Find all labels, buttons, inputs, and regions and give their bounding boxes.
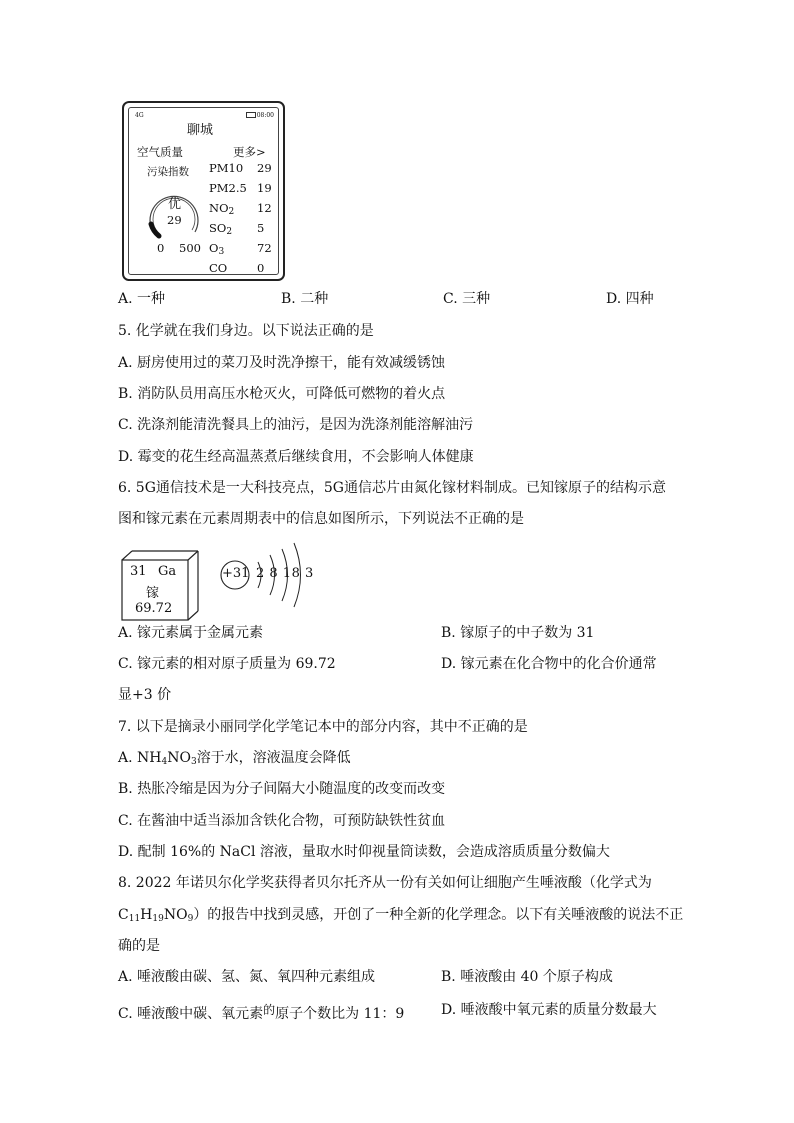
q6-stem-line2: 图和镓元素在元素周期表中的信息如图所示，下列说法不正确的是	[118, 511, 524, 527]
q8-stem-line2: $C_{11}H_{19}NO_9$）的报告中找到灵感，开创了一种全新的化学理念。以下有关唾液酸的说法不正	[118, 907, 684, 924]
atomic-number: 31	[130, 564, 147, 579]
q4-option-d: D. 四种	[606, 291, 654, 307]
phone-screen	[128, 107, 279, 275]
q8-option-a: A. 唾液酸由碳、氢、氮、氧四种元素组成	[118, 969, 376, 985]
sialic-acid-formula: $C_{11}H_{19}NO_9$	[118, 907, 194, 924]
q6-option-d-line2: 显+3 价	[118, 687, 172, 703]
q6-option-a: A. 镓元素属于金属元素	[118, 625, 264, 641]
pollutant-name: $SO_2$	[209, 221, 233, 237]
q5-stem: 5. 化学就在我们身边。以下说法正确的是	[118, 323, 374, 339]
q5-option-a: A. 厨房使用过的菜刀及时洗净擦干，能有效减缓锈蚀	[118, 355, 446, 371]
q8-stem-line3: 确的是	[118, 938, 160, 954]
q8-option-b: B. 唾液酸由 40 个原子构成	[441, 969, 613, 985]
battery-icon	[246, 112, 256, 118]
pollutant-name: PM10	[209, 161, 244, 175]
pollutant-name: CO	[209, 261, 228, 275]
q6-option-d-line1: D. 镓元素在化合物中的化合价通常	[441, 656, 657, 672]
signal-indicator: 4G	[135, 112, 144, 119]
q7-option-a: A. $NH_4NO_3$溶于水，溶液温度会降低	[118, 750, 351, 767]
nucleus-charge: +31	[222, 566, 250, 581]
q7-option-c: C. 在酱油中适当添加含铁化合物，可预防缺铁性贫血	[118, 813, 446, 829]
air-quality-phone-figure	[122, 101, 285, 281]
q7-stem: 7. 以下是摘录小丽同学化学笔记本中的部分内容，其中不正确的是	[118, 719, 528, 735]
q5-option-b: B. 消防队员用高压水枪灭火，可降低可燃物的着火点	[118, 386, 446, 402]
gallium-atom-structure	[218, 542, 318, 612]
pollutant-name: $O_3$	[209, 241, 225, 257]
q7-option-d: D. 配制 16%的 NaCl 溶液，量取水时仰视量筒读数，会造成溶质质量分数偏大	[118, 844, 610, 860]
more-link: 更多>	[233, 145, 266, 159]
pollutant-value: 72	[257, 241, 272, 255]
q6-option-c: C. 镓元素的相对原子质量为 69.72	[118, 656, 336, 672]
shell-electrons: 2 8 18 3	[256, 566, 314, 581]
gauge-fill	[151, 224, 159, 236]
air-quality-label: 空气质量	[137, 145, 183, 159]
q6-option-b: B. 镓原子的中子数为 31	[441, 625, 595, 641]
pollutant-value: 19	[257, 181, 272, 195]
element-name: 镓	[146, 586, 160, 601]
q8-stem-line1: 8. 2022 年诺贝尔化学奖获得者贝尔托齐从一份有关如何让细胞产生唾液酸（化学式为	[118, 875, 652, 891]
q7-option-b: B. 热胀冷缩是因为分子间隔大小随温度的改变而改变	[118, 781, 446, 797]
q5-option-d: D. 霉变的花生经高温蒸煮后继续食用，不会影响人体健康	[118, 449, 474, 465]
status-time: 08:00	[256, 112, 274, 119]
pollutant-value: 5	[257, 221, 265, 235]
gauge-min: 0	[157, 241, 165, 255]
q4-option-a: A. 一种	[118, 291, 166, 307]
q8-option-d: D. 唾液酸中氧元素的质量分数最大	[441, 1002, 657, 1018]
gauge-grade: 优	[168, 197, 182, 212]
pollutant-name: PM2.5	[209, 181, 247, 195]
q8-option-c: C. 唾液酸中碳、氧元素的原子个数比为 11：9	[118, 1003, 405, 1022]
element-symbol: Ga	[158, 564, 177, 579]
pollutant-value: 12	[257, 201, 272, 215]
q6-stem-line1: 6. 5G通信技术是一大科技亮点，5G通信芯片由氮化镓材料制成。已知镓原子的结构示意	[118, 480, 666, 496]
atomic-mass: 69.72	[135, 601, 173, 616]
q4-option-b: B. 二种	[281, 291, 329, 307]
pollutant-name: $NO_2$	[209, 201, 235, 217]
city-name: 聊城	[187, 123, 214, 138]
gauge-value: 29	[167, 213, 182, 227]
q5-option-c: C. 洗涤剂能清洗餐具上的油污，是因为洗涤剂能溶解油污	[118, 417, 474, 433]
pollution-index-label: 污染指数	[147, 166, 189, 178]
gauge-max: 500	[179, 241, 201, 255]
pollutant-value: 0	[257, 261, 265, 275]
pollutant-value: 29	[257, 161, 272, 175]
q4-option-c: C. 三种	[443, 291, 491, 307]
